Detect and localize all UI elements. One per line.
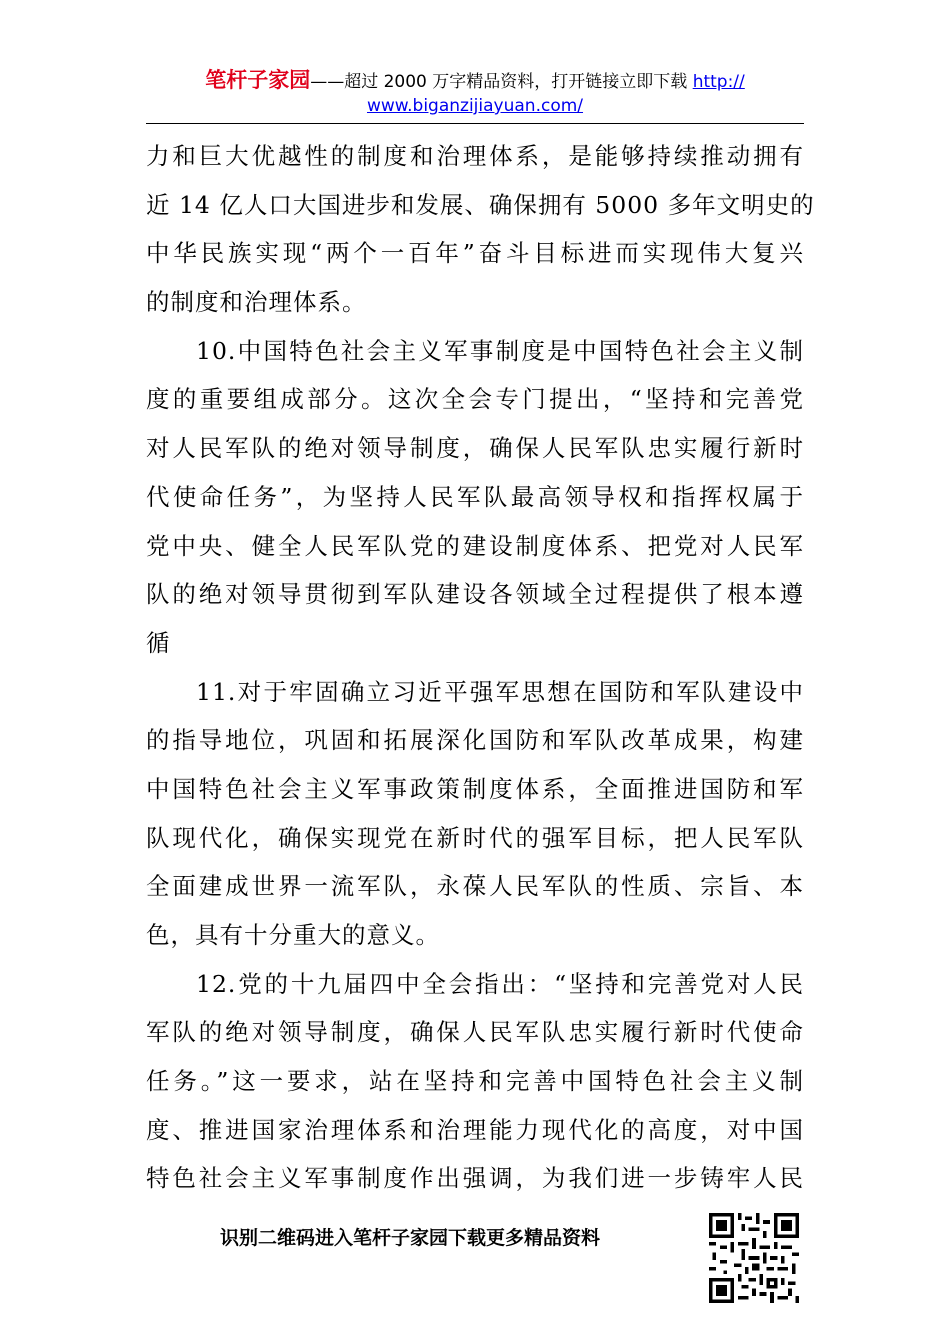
- text-line: 全面建成世界一流军队，永葆人民军队的性质、宗旨、本: [146, 872, 804, 901]
- text-line: 特色社会主义军事制度作出强调，为我们进一步铸牢人民: [146, 1164, 804, 1193]
- text-line: 12.党的十九届四中全会指出：“坚持和完善党对人民: [196, 969, 804, 998]
- text-line: 10.中国特色社会主义军事制度是中国特色社会主义制: [196, 336, 804, 365]
- qr-code-icon[interactable]: [709, 1213, 799, 1303]
- text-line: 军队的绝对领导制度，确保人民军队忠实履行新时代使命: [146, 1018, 804, 1047]
- header-tagline: ——超过 2000 万字精品资料，打开链接立即下载: [310, 72, 693, 92]
- paragraph-10: [146, 327, 804, 668]
- paragraph-12: [146, 960, 804, 1203]
- paragraph-11: [146, 668, 804, 960]
- text-line: 对人民军队的绝对领导制度，确保人民军队忠实履行新时: [146, 434, 804, 463]
- text-line: 11.对于牢固确立习近平强军思想在国防和军队建设中: [196, 677, 804, 706]
- header-divider: [146, 123, 804, 124]
- text-line: 循: [146, 628, 171, 657]
- header-line-2: [0, 94, 950, 118]
- document-body: [146, 132, 815, 1203]
- header-line-1: [0, 68, 950, 94]
- text-line: 的制度和治理体系。: [146, 288, 367, 317]
- text-line: 队的绝对领导贯彻到军队建设各领域全过程提供了根本遵: [146, 580, 804, 609]
- text-line: 队现代化，确保实现党在新时代的强军目标，把人民军队: [146, 823, 804, 852]
- text-line: 度的重要组成部分。这次全会专门提出，“坚持和完善党: [146, 385, 804, 414]
- download-link-part2[interactable]: www.biganzijiayuan.com/: [366, 96, 584, 116]
- paragraph-continued: [146, 132, 815, 327]
- text-line: 中华民族实现“两个一百年”奋斗目标进而实现伟大复兴: [146, 239, 804, 268]
- text-line: 度、推进国家治理体系和治理能力现代化的高度，对中国: [146, 1115, 804, 1144]
- text-line: 的指导地位，巩固和拓展深化国防和军队改革成果，构建: [146, 726, 804, 755]
- text-line: 力和巨大优越性的制度和治理体系，是能够持续推动拥有: [146, 142, 804, 170]
- text-line: 党中央、健全人民军队党的建设制度体系、把党对人民军: [146, 531, 804, 560]
- text-line: 中国特色社会主义军事政策制度体系，全面推进国防和军: [146, 774, 804, 803]
- text-line: 任务。”这一要求，站在坚持和完善中国特色社会主义制: [146, 1067, 804, 1096]
- text-line: 色，具有十分重大的意义。: [146, 921, 440, 949]
- download-link-part1[interactable]: http://: [692, 72, 745, 92]
- footer-caption: 识别二维码进入笔杆子家园下载更多精品资料: [220, 1227, 601, 1249]
- page-header: [0, 68, 950, 118]
- brand-name: 笔杆子家园: [205, 68, 311, 92]
- text-line: 代使命任务”，为坚持人民军队最高领导权和指挥权属于: [146, 482, 804, 511]
- text-line: 近 14 亿人口大国进步和发展、确保拥有 5000 多年文明史的: [146, 190, 815, 219]
